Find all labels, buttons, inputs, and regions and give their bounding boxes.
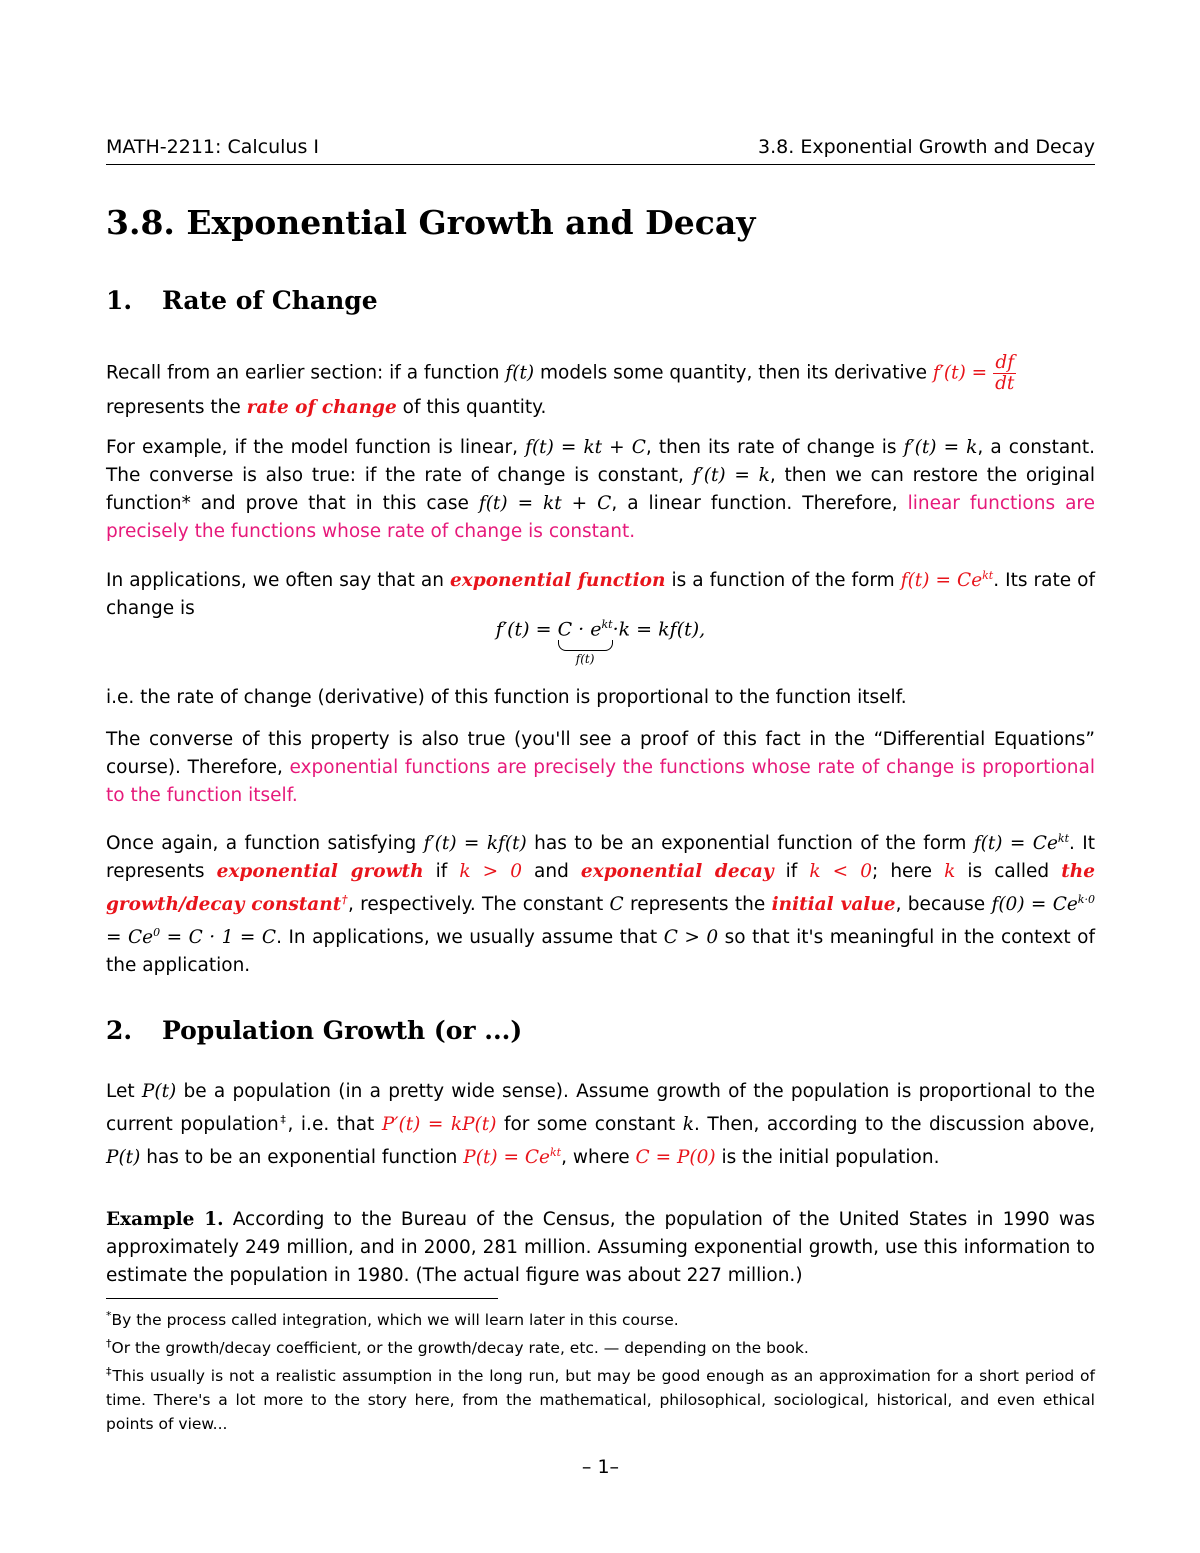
math-base: = Ce bbox=[106, 927, 154, 949]
math-exponent: kt bbox=[982, 569, 994, 582]
footnote-mark: ‡ bbox=[278, 1113, 288, 1126]
text: , then we can restore the original function* and prove that in this case bbox=[106, 465, 1095, 514]
eq-right: ·k = kf(t), bbox=[612, 618, 706, 641]
text: , where bbox=[561, 1147, 636, 1169]
running-header bbox=[106, 136, 1095, 165]
highlighted-statement: linear functions are precisely the functions whose rate of change is constant. bbox=[106, 493, 1096, 542]
footnote-mark: ‡ bbox=[106, 1365, 113, 1379]
math bbox=[974, 833, 1069, 854]
text: so that it's meaningful in the context of the application. bbox=[106, 927, 1095, 977]
math-exponent: k·0 bbox=[1077, 893, 1095, 907]
header-course: MATH-2211: Calculus I bbox=[106, 136, 319, 158]
text: The converse of this property is also true (you'll see a proof of this fact in the “Differential Equations” course). Therefore, bbox=[106, 729, 1095, 778]
footnote-text: By the process called integration, which we will learn later in this course. bbox=[111, 1311, 679, 1330]
section-heading-1 bbox=[106, 286, 378, 315]
paragraph-recall bbox=[106, 353, 1095, 422]
math: C bbox=[609, 894, 624, 916]
math: f′(t) = kf(t) bbox=[423, 833, 527, 855]
text: if bbox=[423, 861, 460, 883]
math-base: f(0) = Ce bbox=[991, 894, 1078, 916]
text: for some constant bbox=[496, 1114, 683, 1136]
math-base: f(t) = Ce bbox=[973, 833, 1058, 855]
math-exponent: kt bbox=[549, 1146, 562, 1160]
underbrace bbox=[558, 640, 613, 651]
paragraph-converse bbox=[106, 726, 1095, 810]
text: ; here bbox=[872, 861, 945, 883]
footnote-mark: † bbox=[341, 893, 348, 907]
text: , then its rate of change is bbox=[645, 437, 904, 458]
math: k bbox=[682, 1114, 694, 1136]
math: f(t) = kt + C bbox=[478, 493, 612, 514]
header-section: 3.8. Exponential Growth and Decay bbox=[758, 136, 1095, 158]
numerator: df bbox=[993, 353, 1016, 374]
text: . Its rate of change is bbox=[106, 570, 1095, 620]
paragraph-growth-decay bbox=[106, 825, 1095, 980]
keyword: exponential function bbox=[449, 570, 666, 592]
highlighted-statement: exponential functions are precisely the functions whose rate of change is proportional to the function itself. bbox=[106, 757, 1095, 806]
math: f(t) = kt + C bbox=[525, 437, 646, 458]
math: k bbox=[944, 861, 956, 883]
text: . Then, according to the discussion above, bbox=[693, 1114, 1096, 1136]
text: . In applications, we usually assume that bbox=[276, 927, 664, 949]
text: represents the bbox=[106, 397, 247, 418]
math: P(t) bbox=[141, 1081, 177, 1102]
text: of this quantity. bbox=[396, 397, 547, 418]
keyword: initial value bbox=[771, 894, 896, 916]
footnote-text: This usually is not a realistic assumption in the long run, but may be good enough as an approximation for a short period of time. There's a lot more to the story here, from the mathematical, philosophical, sociological, historical, and even ethical points of view... bbox=[106, 1367, 1095, 1434]
section-title: Population Growth (or ...) bbox=[162, 1016, 523, 1045]
example-1 bbox=[106, 1206, 1095, 1290]
math: k > 0 bbox=[459, 861, 522, 883]
math: P′(t) = kP(t) bbox=[381, 1114, 497, 1136]
math: C > 0 bbox=[663, 927, 719, 949]
display-equation bbox=[106, 618, 1095, 666]
text: represents the bbox=[623, 894, 772, 916]
math bbox=[901, 570, 994, 591]
math-exponent: 0 bbox=[153, 926, 161, 940]
footnote-mark: † bbox=[106, 1337, 112, 1351]
footnote-1 bbox=[106, 1304, 1095, 1332]
text: be a population (in a pretty wide sense). Assume growth of the population is proportional to the current population bbox=[106, 1081, 1095, 1136]
text: has to be an exponential function bbox=[140, 1147, 464, 1169]
math: f(t) bbox=[505, 362, 535, 384]
text: For example, if the model function is linear, bbox=[106, 437, 526, 458]
text: models some quantity, then its derivative bbox=[534, 362, 933, 384]
math: k < 0 bbox=[809, 861, 873, 883]
math: C = P(0) bbox=[635, 1147, 716, 1169]
math-base: = C · 1 = C bbox=[160, 927, 277, 949]
footnote-3 bbox=[106, 1360, 1095, 1436]
keyword: exponential growth bbox=[216, 861, 424, 883]
eq-exponent: kt bbox=[601, 618, 613, 631]
footnote-mark: * bbox=[106, 1309, 112, 1322]
paragraph-population bbox=[106, 1078, 1095, 1172]
text: Once again, a function satisfying bbox=[106, 833, 424, 855]
text: , respectively. The constant bbox=[347, 894, 610, 916]
text: , a constant. The converse is also true: if the rate of change is constant, bbox=[106, 437, 1096, 486]
keyword-text: the growth/decay constant bbox=[106, 861, 1095, 916]
page-title: 3.8. Exponential Growth and Decay bbox=[106, 203, 756, 242]
text: is the initial population. bbox=[715, 1147, 940, 1169]
math: P(t) bbox=[106, 1147, 141, 1169]
example-text: According to the Bureau of the Census, the population of the United States in 1990 was approximately 249 million, and in 2000, 281 million. Assuming exponential growth, use this information to estimate the population in 1980. (The actual figure was about 227 million.) bbox=[106, 1209, 1095, 1286]
text: , a linear function. Therefore, bbox=[611, 493, 908, 514]
math-derivative: f′(t) = bbox=[932, 362, 988, 384]
eq-braced: C · e bbox=[557, 618, 602, 641]
page-number: – 1– bbox=[581, 1456, 620, 1478]
text: . It represents bbox=[106, 833, 1095, 883]
underbrace-group bbox=[557, 618, 613, 666]
example-label: Example 1. bbox=[106, 1209, 224, 1230]
underbrace-label: f(t) bbox=[575, 652, 595, 666]
footnote-text: Or the growth/decay coefficient, or the growth/decay rate, etc. — depending on the book. bbox=[111, 1339, 809, 1358]
math-exponent: kt bbox=[1057, 832, 1070, 845]
footnote-2 bbox=[106, 1332, 1095, 1360]
footnote-divider bbox=[106, 1298, 498, 1299]
math-base: P(t) = Ce bbox=[463, 1147, 550, 1169]
denominator: dt bbox=[995, 373, 1015, 394]
keyword: exponential decay bbox=[580, 861, 774, 883]
math: f′(t) = k bbox=[692, 465, 770, 486]
text: has to be an exponential function of the form bbox=[526, 833, 974, 855]
text: Let bbox=[106, 1081, 142, 1102]
text: Recall from an earlier section: if a function bbox=[106, 362, 506, 384]
text: and bbox=[521, 861, 581, 883]
fraction-df-dt bbox=[993, 353, 1016, 394]
text: is called bbox=[955, 861, 1062, 883]
section-heading-2 bbox=[106, 1016, 522, 1045]
footnotes bbox=[106, 1304, 1095, 1436]
section-title: Rate of Change bbox=[162, 286, 378, 315]
paragraph-ie: i.e. the rate of change (derivative) of this function is proportional to the function itself. bbox=[106, 687, 907, 708]
section-number: 2. bbox=[106, 1016, 133, 1045]
text: is a function of the form bbox=[665, 570, 901, 592]
math-base: f(t) = Ce bbox=[900, 570, 983, 592]
math bbox=[463, 1147, 561, 1168]
paragraph-linear-example bbox=[106, 434, 1095, 546]
eq-left: f′(t) = bbox=[495, 618, 558, 641]
text: In applications, we often say that an bbox=[106, 570, 450, 592]
text: , because bbox=[895, 894, 992, 916]
math: f′(t) = k bbox=[903, 437, 978, 458]
text: , i.e. that bbox=[287, 1114, 382, 1136]
section-number: 1. bbox=[106, 286, 133, 315]
text: if bbox=[773, 861, 810, 883]
paragraph-exponential-def bbox=[106, 562, 1095, 623]
keyword: rate of change bbox=[246, 397, 397, 418]
